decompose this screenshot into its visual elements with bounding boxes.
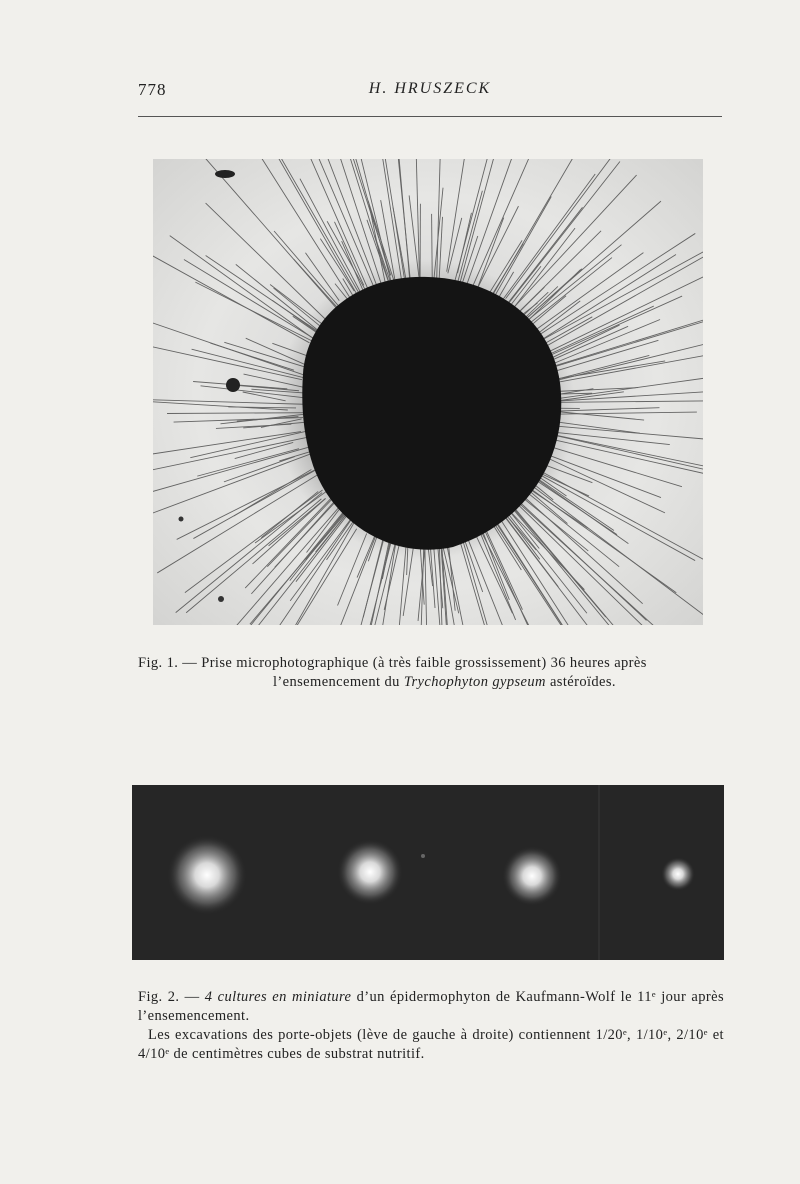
fungal-colony-micrograph — [153, 159, 703, 625]
culture-2 — [337, 839, 403, 905]
figure-2-emphasis: 4 cultures en miniature — [204, 989, 352, 1005]
figure-1-caption — [138, 654, 728, 692]
miniature-cultures-photo — [132, 785, 724, 960]
species-name: Trychophyton gypseum — [403, 674, 546, 690]
figure-1-caption-text3: astéroïdes. — [549, 674, 616, 690]
figure-2-caption-text2: 11ᵉ jour après l’ensemencement. — [138, 989, 724, 1024]
figure-1-photo — [153, 159, 703, 625]
culture-3 — [502, 846, 562, 906]
culture-4 — [661, 857, 695, 891]
page-header — [138, 80, 722, 104]
header-rule — [138, 116, 722, 117]
figure-2-photo — [132, 785, 724, 960]
figure-2-caption-text: d’un épidermophyton de Kaufmann-Wolf le — [356, 989, 632, 1005]
figure-1-caption-text2: l’ensemencement du — [273, 674, 400, 690]
figure-2-caption — [138, 988, 724, 1064]
figure-1-label: Fig. 1. — — [138, 655, 198, 671]
running-head: H. HRUSZECK — [368, 80, 492, 97]
page-number: 778 — [138, 80, 167, 99]
figure-2-label: Fig. 2. — — [138, 989, 200, 1005]
figure-1-caption-text: Prise microphotographique (à très faible grossissement) 36 heures après — [201, 655, 647, 671]
figure-1-caption-line2 — [138, 673, 728, 692]
culture-1 — [167, 835, 247, 915]
figure-2-caption-text3: Les excavations des porte-objets (lève de gauche à droite) contiennent 1/20ᵉ, 1/10ᵉ, 2/10ᵉ et 4/10ᵉ de centimètres cubes de substrat nutritif. — [138, 1027, 724, 1062]
